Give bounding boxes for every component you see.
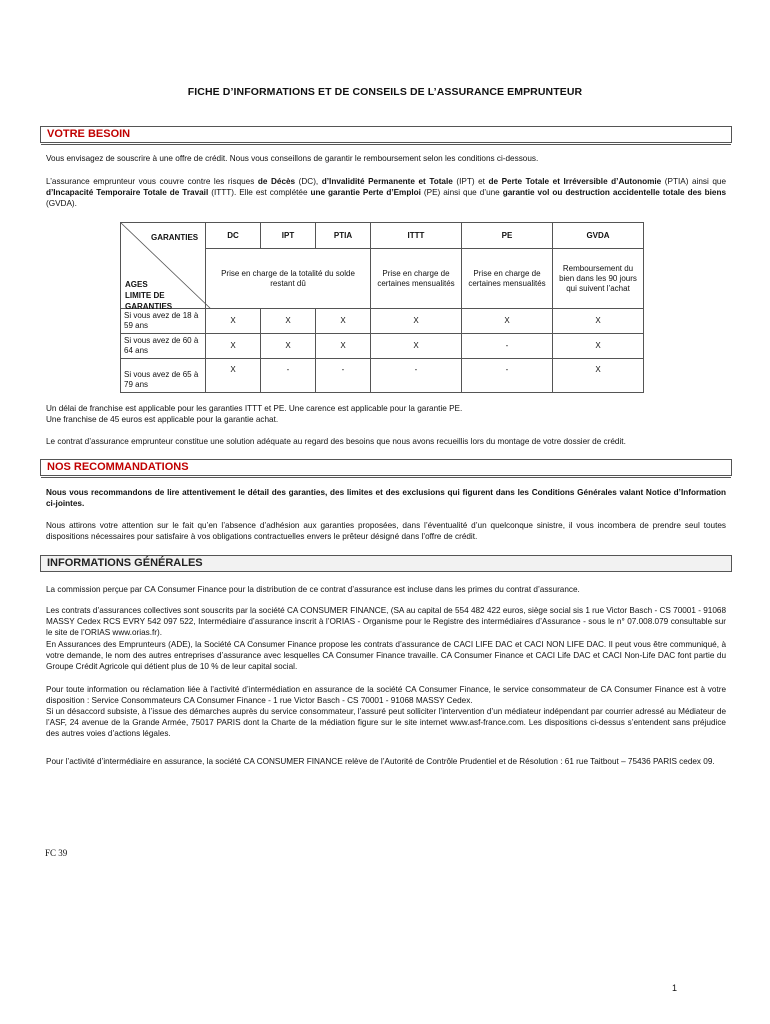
- paragraph: Pour l’activité d’intermédiaire en assurance, la société CA CONSUMER FINANCE relève de l’Autorité de Contrôle Prudentiel et de Résolution : 61 rue Taitbout – 75436 PARIS cedex 09.: [46, 757, 715, 766]
- table-cell: X: [261, 309, 316, 334]
- col-header-ipt: IPT: [261, 223, 316, 249]
- table-cell: -: [462, 334, 553, 359]
- table-row: [121, 334, 644, 359]
- table-corner-cell: [121, 223, 206, 309]
- section-header-recommandations: [40, 459, 732, 476]
- paragraph: Un délai de franchise est applicable pour les garanties ITTT et PE. Une carence est applicable pour la garantie PE.: [46, 404, 463, 413]
- guarantees-table: [120, 222, 644, 393]
- table-cell: -: [316, 359, 371, 393]
- paragraph: La commission perçue par CA Consumer Finance pour la distribution de ce contrat d’assurance est incluse dans les primes du contrat d’assurance.: [46, 585, 580, 594]
- row-label: Si vous avez de 60 à 64 ans: [121, 334, 206, 359]
- paragraph: Le contrat d’assurance emprunteur constitue une solution adéquate au regard des besoins que nous avons recueillis lors du montage de votre dossier de crédit.: [46, 437, 626, 446]
- row-label: Si vous avez de 18 à 59 ans: [121, 309, 206, 334]
- page-number: 1: [672, 983, 678, 993]
- section-title: NOS RECOMMANDATIONS: [47, 461, 189, 473]
- desc-pe: Prise en charge de certaines mensualités: [462, 249, 553, 309]
- footer-code: FC 39: [45, 848, 68, 858]
- table-cell: -: [261, 359, 316, 393]
- paragraph: Nous attirons votre attention sur le fait qu’en l’absence d’adhésion aux garanties proposées, dans l’éventualité d’un quelconque sinistre, il vous incombera de prendre seul toutes dispositions nécessaires pour satisfaire à vos obligations contractuelles envers le prêteur désigné dans l’offre de crédit.: [46, 521, 726, 541]
- table-cell: X: [553, 309, 644, 334]
- table-cell: X: [261, 334, 316, 359]
- table-cell: X: [316, 309, 371, 334]
- table-cell: X: [371, 334, 462, 359]
- paragraph: Pour toute information ou réclamation liée à l’activité d’intermédiation en assurance de la société CA Consumer Finance, le service consommateur de CA Consumer Finance est à votre disposition : Service Consommateurs CA Consumer Finance - 1 rue Victor Basch - CS 70001 - 91068 MASSY Cedex.: [46, 685, 726, 705]
- table-cell: X: [553, 334, 644, 359]
- corner-label-ages: AGES LIMITE DE GARANTIES: [125, 280, 173, 311]
- section-header-infos: [40, 555, 732, 572]
- section-header-besoin: [40, 126, 732, 143]
- col-header-ittt: ITTT: [371, 223, 462, 249]
- desc-gvda: Remboursement du bien dans les 90 jours qui suivent l’achat: [553, 249, 644, 309]
- paragraph: Vous envisagez de souscrire à une offre de crédit. Nous vous conseillons de garantir le remboursement selon les conditions ci-dessous.: [46, 154, 539, 163]
- col-header-dc: DC: [206, 223, 261, 249]
- col-header-pe: PE: [462, 223, 553, 249]
- paragraph: Si un désaccord subsiste, à l’issue des démarches auprès du service consommateur, l’assuré peut solliciter l’intervention d’un médiateur indépendant par courrier adressé au Médiateur de l’ASF, 24 avenue de la Grande Armée, 75017 PARIS dont la Charte de la médiation figure sur le site internet www.asf-france.com. Les dispositions ci-dessus s’entendent sans préjudice des autres voies d’actions légales.: [46, 707, 726, 738]
- table-cell: X: [462, 309, 553, 334]
- paragraph: En Assurances des Emprunteurs (ADE), la Société CA Consumer Finance propose les contrats d’assurance de CACI LIFE DAC et CACI NON LIFE DAC. Il peut vous être communiqué, à votre demande, le nom des autres entreprises d’assurance avec lesquelles CA Consumer Finance travaille. CA Consumer Finance et CACI Life DAC et CACI Non-Life DAC font partie du Groupe Crédit Agricole qui détient plus de 10 % de leur capital social.: [46, 640, 726, 671]
- table-cell: X: [206, 309, 261, 334]
- table-cell: X: [206, 359, 261, 393]
- table-cell: X: [206, 334, 261, 359]
- section-title: VOTRE BESOIN: [47, 128, 131, 140]
- table-cell: -: [371, 359, 462, 393]
- table-cell: X: [316, 334, 371, 359]
- paragraph-bold: Nous vous recommandons de lire attentivement le détail des garanties, des limites et des exclusions qui figurent dans les Conditions Générales valant Notice d’Information ci-jointes.: [46, 488, 726, 508]
- row-label: Si vous avez de 65 à 79 ans: [121, 359, 206, 393]
- table-cell: X: [371, 309, 462, 334]
- table-row: [121, 359, 644, 393]
- section-title: INFORMATIONS GÉNÉRALES: [47, 557, 203, 569]
- col-header-ptia: PTIA: [316, 223, 371, 249]
- corner-label-garanties: GARANTIES: [151, 233, 199, 242]
- document-title: FICHE D’INFORMATIONS ET DE CONSEILS DE L’ASSURANCE EMPRUNTEUR: [187, 86, 583, 98]
- paragraph: Les contrats d’assurances collectives sont souscrits par la société CA CONSUMER FINANCE, (SA au capital de 554 482 422 euros, siège social sis 1 rue Victor Basch - CS 70001 - 91068 MASSY Cedex RCS EVRY 542 097 522, Intermédiaire d’assurance inscrit à l’ORIAS - Organisme pour le Registre des intermédiaires d’Assurance - sous le n° 07.008.079 consultable sur le site de l’ORIAS www.orias.fr).: [46, 606, 726, 637]
- paragraph-coverage: L’assurance emprunteur vous couvre contre les risques de Décès (DC), d’Invalidité Permanente et Totale (IPT) et de Perte Totale et Irréversible d’Autonomie (PTIA) ainsi que d’Incapacité Temporaire Totale de Travail (ITTT). Elle est complétée une garantie Perte d’Emploi (PE) ainsi que d’une garantie vol ou destruction accidentelle totale des biens (GVDA).: [46, 177, 727, 208]
- table-cell: X: [553, 359, 644, 393]
- table-row: [121, 309, 644, 334]
- desc-dc-ipt-ptia: Prise en charge de la totalité du solde restant dû: [206, 249, 371, 309]
- paragraph: Une franchise de 45 euros est applicable pour la garantie achat.: [46, 415, 279, 424]
- table-cell: -: [462, 359, 553, 393]
- col-header-gvda: GVDA: [553, 223, 644, 249]
- desc-ittt: Prise en charge de certaines mensualités: [371, 249, 462, 309]
